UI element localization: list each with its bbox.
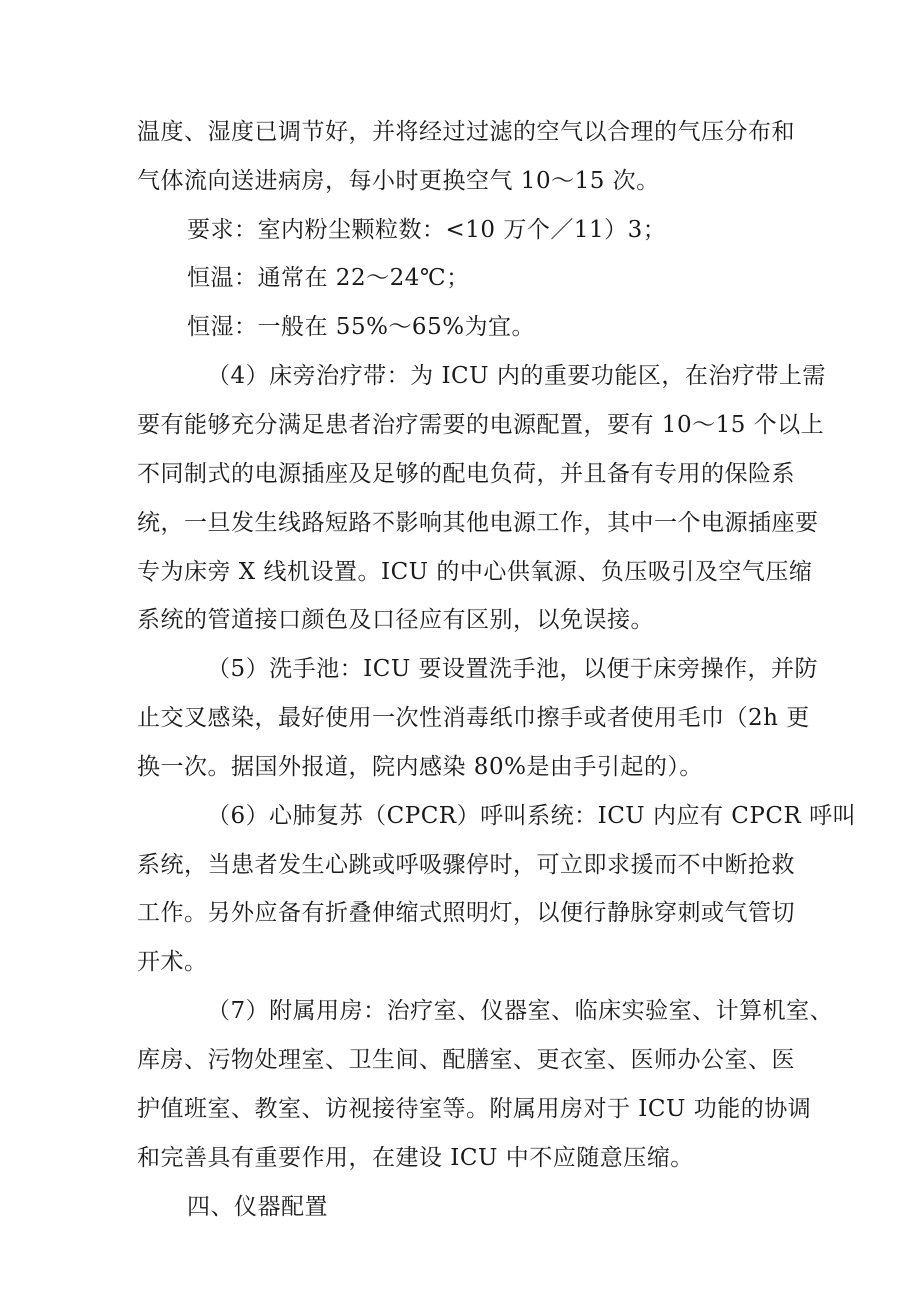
paragraph-7-line-1: （7）附属用房：治疗室、仪器室、临床实验室、计算机室、 [207, 998, 834, 1024]
requirement-temperature: 恒温：通常在 22～24℃； [187, 265, 470, 291]
paragraph-4-line-1: （4）床旁治疗带：为 ICU 内的重要功能区，在治疗带上需 [207, 363, 826, 389]
requirement-dust: 要求：室内粉尘颗粒数：<10 万个／11）3； [187, 217, 667, 243]
paragraph-1-line-2: 气体流向送进病房，每小时更换空气 10～15 次。 [137, 168, 660, 194]
paragraph-5-line-3: 换一次。据国外报道，院内感染 80%是由手引起的）。 [137, 754, 703, 780]
paragraph-6-line-3: 工作。另外应备有折叠伸缩式照明灯，以便行静脉穿刺或气管切 [137, 900, 795, 926]
paragraph-7-line-2: 库房、污物处理室、卫生间、配膳室、更衣室、医师办公室、医 [137, 1047, 795, 1073]
paragraph-4-line-5: 专为床旁 X 线机设置。ICU 的中心供氧源、负压吸引及空气压缩 [137, 559, 813, 585]
paragraph-7-line-3: 护值班室、教室、访视接待室等。附属用房对于 ICU 功能的协调 [137, 1096, 812, 1122]
requirement-humidity: 恒湿：一般在 55%～65%为宜。 [187, 314, 536, 340]
paragraph-4-line-6: 系统的管道接口颜色及口径应有区别，以免误接。 [137, 607, 654, 633]
paragraph-5-line-2: 止交叉感染，最好使用一次性消毒纸巾擦手或者使用毛巾（2h 更 [137, 705, 810, 731]
paragraph-4-line-2: 要有能够充分满足患者治疗需要的电源配置，要有 10～15 个以上 [137, 412, 825, 438]
paragraph-6-line-4: 开术。 [137, 949, 208, 975]
paragraph-4-line-4: 统，一旦发生线路短路不影响其他电源工作，其中一个电源插座要 [137, 510, 819, 536]
paragraph-6-line-1: （6）心肺复苏（CPCR）呼叫系统：ICU 内应有 CPCR 呼叫 [207, 803, 857, 829]
paragraph-7-line-4: 和完善具有重要作用，在建设 ICU 中不应随意压缩。 [137, 1145, 694, 1171]
paragraph-5-line-1: （5）洗手池：ICU 要设置洗手池，以便于床旁操作，并防 [207, 656, 819, 682]
paragraph-4-line-3: 不同制式的电源插座及足够的配电负荷，并且备有专用的保险系 [137, 461, 795, 487]
paragraph-1-line-1: 温度、湿度已调节好，并将经过过滤的空气以合理的气压分布和 [137, 119, 795, 145]
section-4-heading: 四、仪器配置 [187, 1194, 328, 1220]
paragraph-6-line-2: 系统，当患者发生心跳或呼吸骤停时，可立即求援而不中断抢救 [137, 852, 795, 878]
